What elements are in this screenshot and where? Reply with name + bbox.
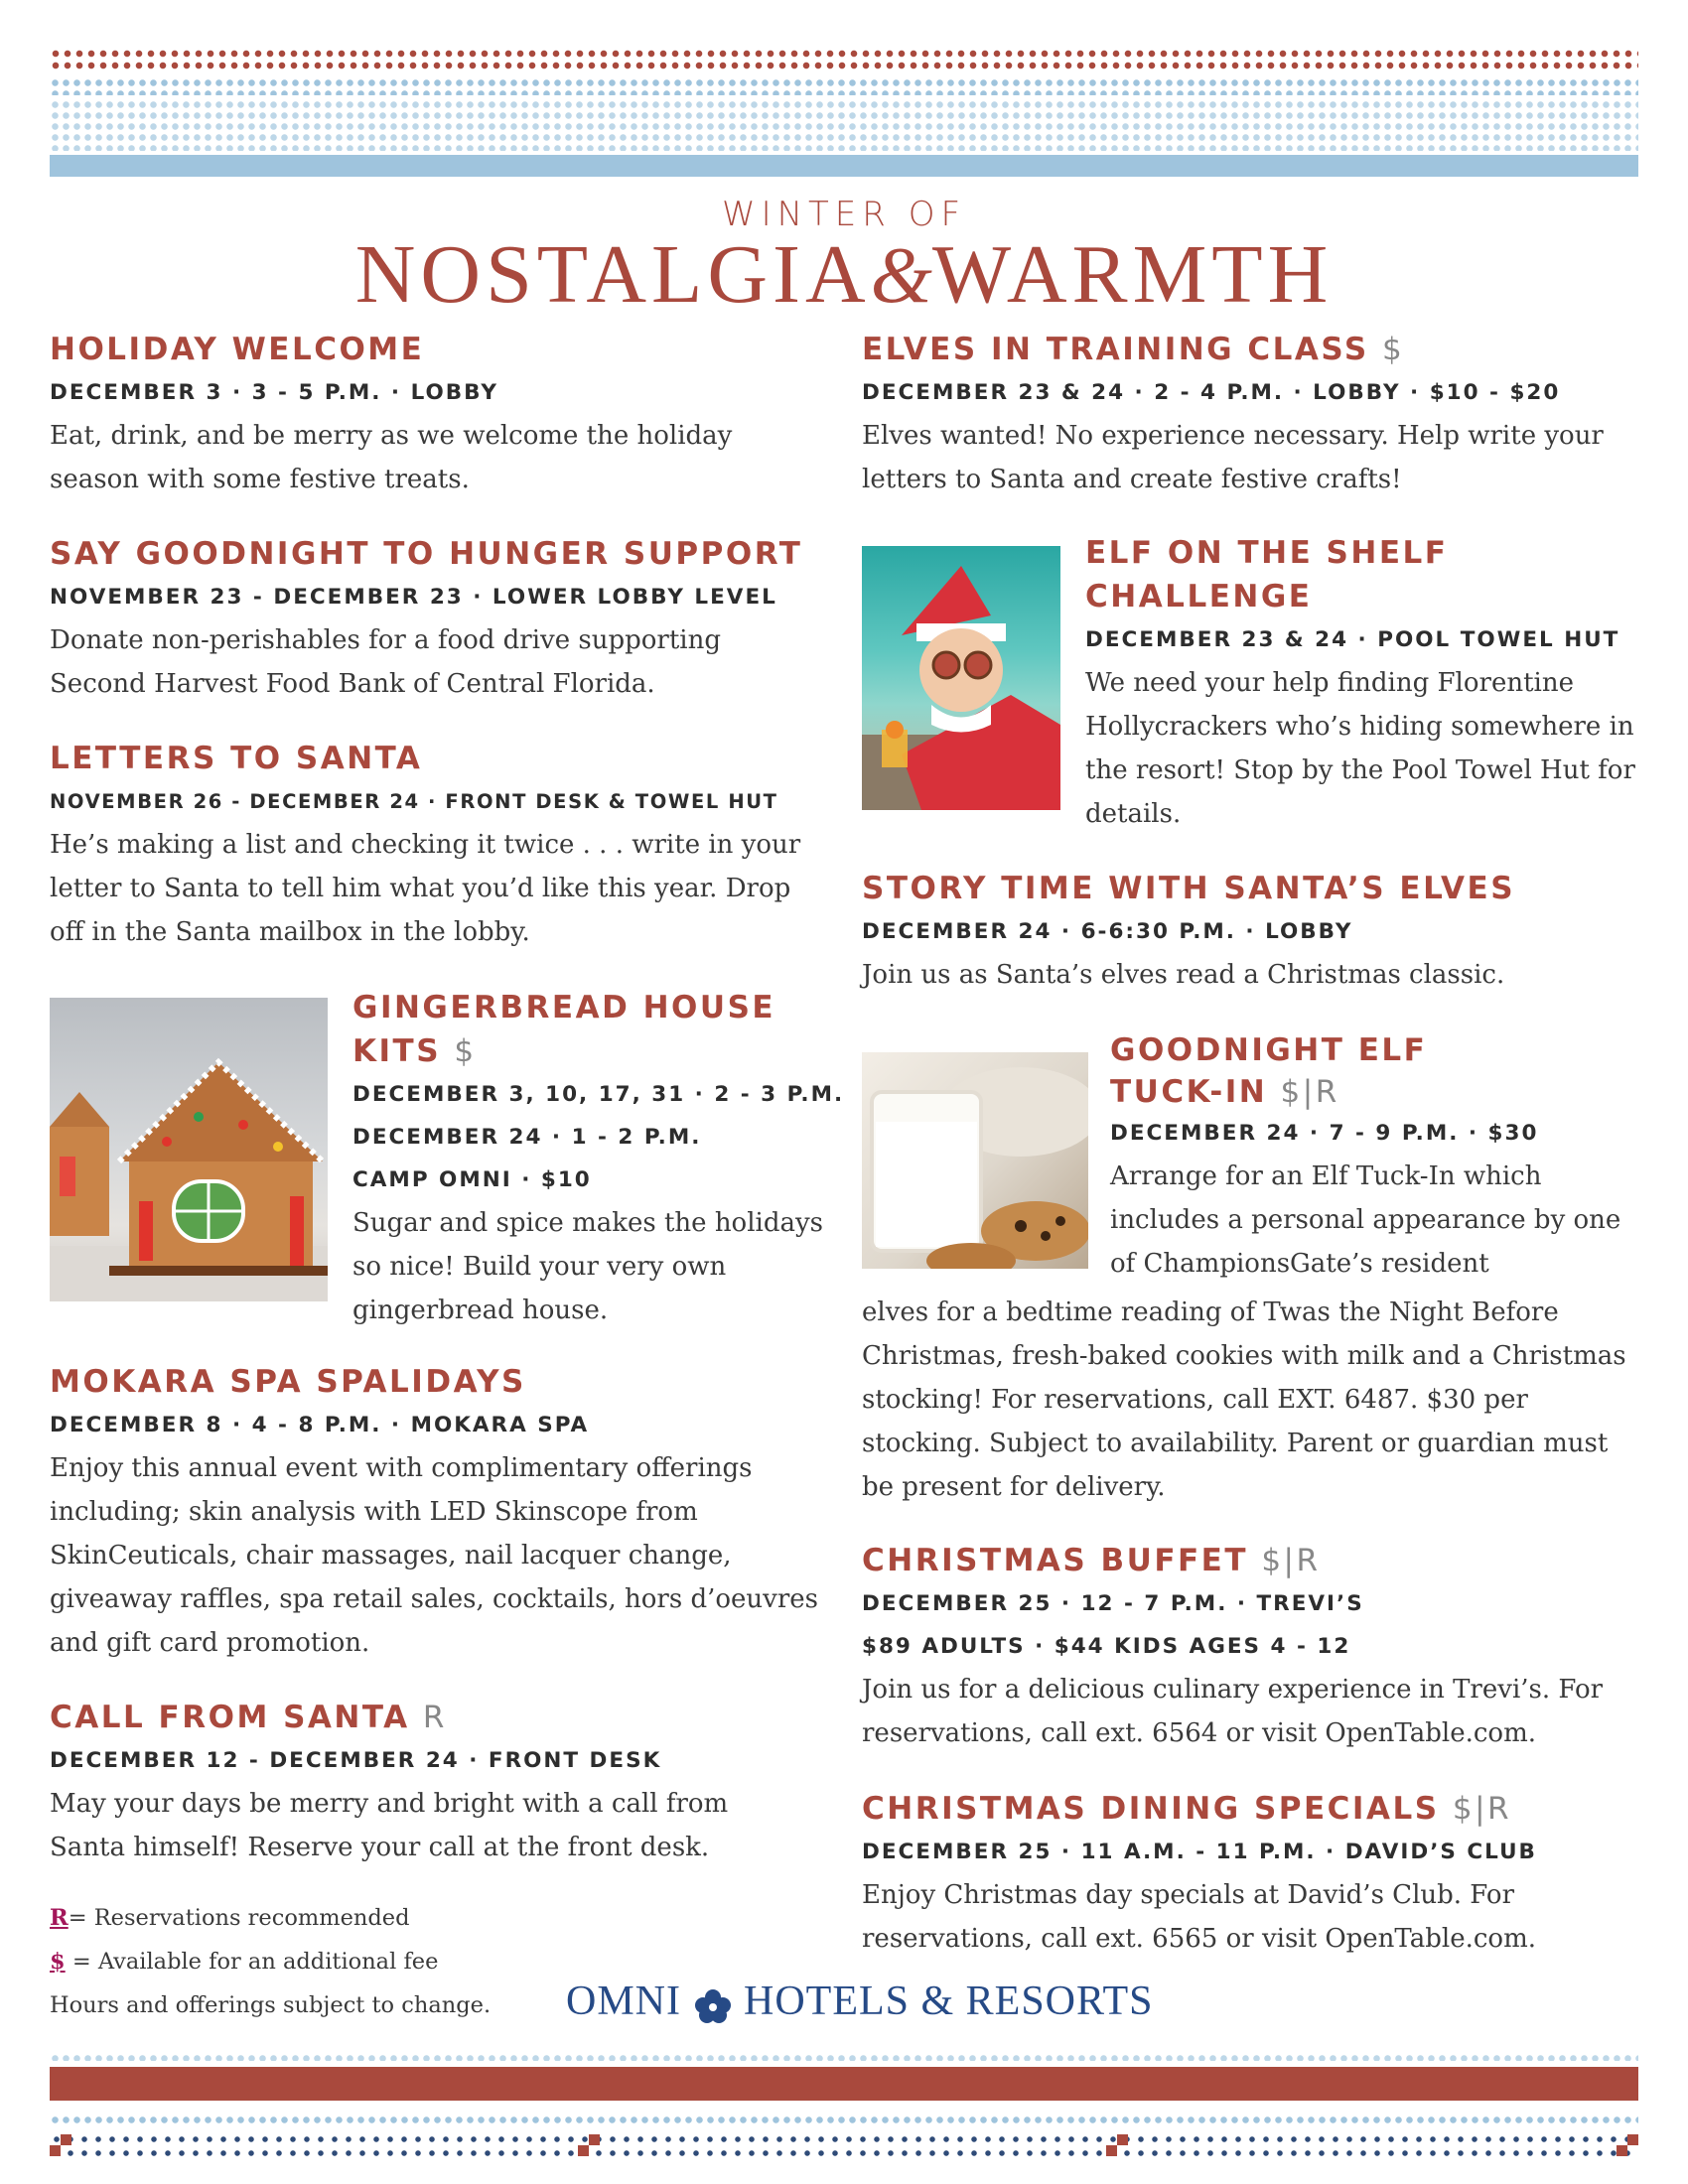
event-title: HOLIDAY WELCOME: [50, 332, 425, 367]
elf-on-the-shelf-photo: [862, 546, 1060, 810]
event-title: [50, 1696, 834, 1739]
fee-reservation-mark: $|R: [1452, 1791, 1512, 1827]
event-title: [862, 1539, 1646, 1582]
legend: [50, 1896, 566, 2027]
event-meta: $89 ADULTS · $44 KIDS AGES 4 - 12: [862, 1634, 1351, 1659]
event-description: Enjoy Christmas day specials at David’s Club. For reservations, call ext. 6565 or visit OpenTable.com.: [862, 1880, 1536, 1954]
event-description: Enjoy this annual event with complimentary offerings including; skin analysis with LED Skinscope from SkinCeuticals, chair massages, nail lacquer change, giveaway raffles, spa retail sales, cocktails, hors d’oeuvres and gift card promotion.: [50, 1453, 819, 1658]
fee-reservation-mark: $|R: [1261, 1543, 1321, 1578]
event-goodnight-elf-tuck-in-continued: [862, 1291, 1646, 1509]
event-description-narrow: Arrange for an Elf Tuck-In which includes a personal appearance by one of ChampionsGate’s resident: [1110, 1161, 1621, 1279]
event-christmas-dining-specials: [862, 1787, 1646, 1961]
event-meta: DECEMBER 24 · 6-6:30 P.M. · LOBBY: [862, 919, 1353, 944]
event-title-text: CALL FROM SANTA: [50, 1700, 410, 1735]
legend-s-key: $: [50, 1949, 66, 1975]
top-band-red-row: [50, 48, 1638, 73]
top-band-cross-row: [50, 155, 1638, 177]
title-part-1: NOSTALGIA: [354, 228, 871, 321]
omni-hotels-logo: [566, 1978, 1154, 2025]
title-ampersand: &: [870, 232, 932, 320]
top-band-blue-row-1: [50, 77, 1638, 95]
event-description: We need your help finding Florentine Hollycrackers who’s hiding somewhere in the resort! Stop by the Pool Towel Hut for details.: [1085, 668, 1635, 829]
event-description: Join us as Santa’s elves read a Christmas classic.: [862, 960, 1505, 990]
event-title-text: ELVES IN TRAINING CLASS: [862, 332, 1369, 367]
event-letters-to-santa: [50, 737, 834, 954]
event-title-line-1: GINGERBREAD HOUSE: [352, 990, 776, 1025]
bottom-band-diamond-row: [50, 2134, 71, 2156]
milk-cookies-illustration: [862, 1052, 1088, 1269]
event-mokara-spa: [50, 1360, 844, 1665]
event-meta: DECEMBER 3 · 3 - 5 P.M. · LOBBY: [50, 380, 498, 405]
event-meta: DECEMBER 8 · 4 - 8 P.M. · MOKARA SPA: [50, 1413, 590, 1437]
bottom-band-navy-row: [50, 2132, 1638, 2160]
event-meta: DECEMBER 23 & 24 · POOL TOWEL HUT: [1085, 627, 1620, 652]
logo-hotels-text: HOTELS & RESORTS: [744, 1979, 1154, 2024]
event-meta: DECEMBER 24 · 7 - 9 P.M. · $30: [1110, 1121, 1539, 1146]
event-goodnight-elf-tuck-in: [1110, 1028, 1646, 1286]
event-description: Eat, drink, and be merry as we welcome the holiday season with some festive treats.: [50, 421, 733, 494]
bottom-band-diamond-row: [1617, 2134, 1638, 2156]
event-title: MOKARA SPA SPALIDAYS: [50, 1364, 526, 1400]
top-decorative-band: [50, 48, 1638, 187]
title-part-2: WARMTH: [931, 228, 1334, 321]
bottom-band-tree-row: [50, 2067, 1638, 2107]
event-title-text: TUCK-IN: [1110, 1074, 1268, 1110]
event-description: Elves wanted! No experience necessary. Help write your letters to Santa and create festive crafts!: [862, 421, 1604, 494]
legend-note: Hours and offerings subject to change.: [50, 1992, 492, 2018]
event-title: SAY GOODNIGHT TO HUNGER SUPPORT: [50, 536, 803, 572]
event-elves-in-training: [862, 328, 1646, 501]
event-meta: NOVEMBER 23 - DECEMBER 23 · LOWER LOBBY LEVEL: [50, 585, 777, 610]
event-title-line-2: [1110, 1072, 1646, 1112]
event-meta: CAMP OMNI · $10: [352, 1167, 592, 1192]
event-title: [862, 328, 1646, 371]
reservation-mark: R: [422, 1700, 447, 1735]
title-small: WINTER OF: [721, 195, 967, 234]
legend-r-text: = Reservations recommended: [68, 1905, 410, 1931]
page-title: [0, 226, 1688, 323]
legend-s-text: = Available for an additional fee: [71, 1949, 439, 1975]
legend-fee: [50, 1940, 566, 1983]
event-title: LETTERS TO SANTA: [50, 741, 423, 776]
event-title: STORY TIME WITH SANTA’S ELVES: [862, 871, 1516, 906]
bottom-band-blue-dots: [50, 2115, 1638, 2124]
bottom-decorative-band: [50, 2053, 1638, 2172]
event-title: [862, 1787, 1646, 1831]
event-meta: DECEMBER 3, 10, 17, 31 · 2 - 3 P.M.: [352, 1082, 845, 1107]
top-band-blue-row-2: [50, 99, 1638, 151]
flower-icon: [693, 1986, 733, 2022]
event-christmas-buffet: [862, 1539, 1646, 1755]
event-title-text: CHRISTMAS BUFFET: [862, 1543, 1249, 1578]
event-story-time: [862, 867, 1646, 997]
bottom-band-blue-row: [50, 2053, 1638, 2061]
event-say-goodnight-hunger: [50, 532, 834, 706]
elf-illustration: [862, 546, 1060, 810]
event-title-text: CHRISTMAS DINING SPECIALS: [862, 1791, 1440, 1827]
event-description: May your days be merry and bright with a call from Santa himself! Reserve your call at the front desk.: [50, 1789, 729, 1862]
event-description: Join us for a delicious culinary experience in Trevi’s. For reservations, call ext. 6564 or visit OpenTable.com.: [862, 1675, 1604, 1748]
gingerbread-house-photo: [50, 998, 328, 1301]
event-meta: DECEMBER 25 · 12 - 7 P.M. · TREVI’S: [862, 1591, 1364, 1616]
event-meta: DECEMBER 24 · 1 - 2 P.M.: [352, 1125, 702, 1150]
event-title-line-1: GOODNIGHT ELF: [1110, 1032, 1428, 1068]
legend-reservations: [50, 1896, 566, 1940]
event-meta: NOVEMBER 26 - DECEMBER 24 · FRONT DESK & TOWEL HUT: [50, 790, 778, 813]
logo-omni-text: OMNI: [566, 1979, 681, 2024]
event-gingerbread-house-kits: [352, 986, 845, 1332]
event-description: He’s making a list and checking it twice . . . write in your letter to Santa to tell him what you’d like this year. Drop off in the Santa mailbox in the lobby.: [50, 830, 801, 947]
event-title-line-2: [352, 1029, 829, 1073]
event-meta: DECEMBER 25 · 11 A.M. - 11 P.M. · DAVID’S CLUB: [862, 1840, 1537, 1864]
event-description: Sugar and spice makes the holidays so nice! Build your very own gingerbread house.: [352, 1208, 824, 1325]
event-description: Donate non-perishables for a food drive supporting Second Harvest Food Bank of Central Florida.: [50, 625, 721, 699]
event-elf-on-the-shelf: [1085, 531, 1646, 836]
event-title-line-1: ELF ON THE SHELF: [1085, 535, 1449, 571]
legend-r-key: R: [50, 1905, 69, 1931]
fee-mark: $: [454, 1033, 477, 1069]
gingerbread-house-illustration: [50, 998, 328, 1301]
event-holiday-welcome: [50, 328, 834, 501]
bottom-band-diamond-row: [1106, 2134, 1128, 2156]
fee-mark: $: [1381, 332, 1405, 367]
event-call-from-santa: [50, 1696, 834, 1869]
milk-and-cookies-photo: [862, 1052, 1088, 1269]
event-title-text: KITS: [352, 1033, 442, 1069]
bottom-band-diamond-row: [578, 2134, 600, 2156]
event-meta: DECEMBER 23 & 24 · 2 - 4 P.M. · LOBBY · $10 - $20: [862, 380, 1561, 405]
event-description-wide: elves for a bedtime reading of Twas the Night Before Christmas, fresh-baked cookies with milk and a Christmas stocking! For reservations, call EXT. 6487. $30 per stocking. Subject to availability. Parent or guardian must be present for delivery.: [862, 1297, 1626, 1502]
event-title-line-2: CHALLENGE: [1085, 579, 1313, 614]
event-meta: DECEMBER 12 - DECEMBER 24 · FRONT DESK: [50, 1748, 662, 1773]
fee-reservation-mark: $|R: [1280, 1074, 1339, 1110]
